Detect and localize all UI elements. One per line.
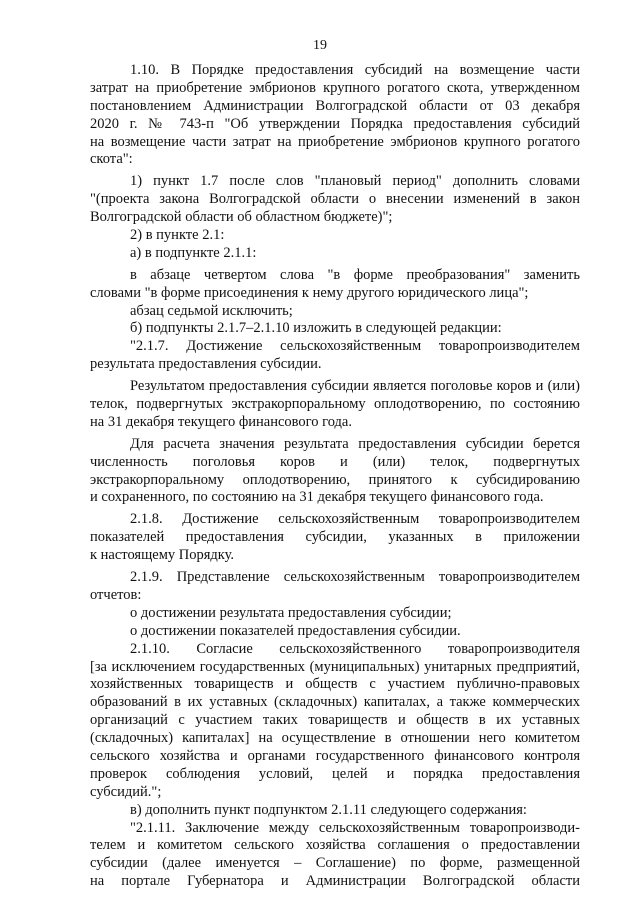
text-line: Результатом предоставления субсидии является поголовье коров и (или)	[130, 378, 580, 395]
text-line: о достижении показателей предоставления субсидии.	[130, 622, 461, 639]
text-line: а) в подпункте 2.1.1:	[130, 244, 257, 261]
text-line: "2.1.7. Достижение сельскохозяйственным товаропроизводителем	[130, 338, 580, 355]
text-line: б) подпункты 2.1.7–2.1.10 изложить в следующей редакции:	[130, 320, 502, 337]
text-line: словами "в форме присоединения к нему другого юридического лица";	[90, 284, 529, 301]
text-line: субсидий.";	[90, 783, 162, 800]
text-line: 2020 г. № 743-п "Об утверждении Порядка предоставления субсидий	[90, 115, 580, 132]
text-line: хозяйственных товариществ и обществ с участием публично-правовых	[90, 676, 580, 693]
text-line: Волгоградской области об областном бюджете)";	[90, 209, 393, 226]
text-line: телок, подвергнутых экстракорпоральному оплодотворению, по состоянию	[90, 396, 580, 413]
text-line: отчетов:	[90, 586, 142, 603]
text-line: постановлением Администрации Волгоградской области от 03 декабря	[90, 97, 580, 114]
text-line: и сохраненного, по состоянию на 31 декабря текущего финансового года.	[90, 489, 544, 506]
text-line: телем и комитетом сельского хозяйства соглашения о предоставлении	[90, 837, 580, 854]
text-line: организаций с участием таких товариществ и обществ в их уставных	[90, 712, 580, 729]
text-line: скота":	[90, 151, 133, 168]
text-line: на возмещение части затрат на приобретение эмбрионов крупного рогатого	[90, 133, 580, 150]
text-line: субсидии (далее именуется – Соглашение) по форме, размещенной	[90, 855, 580, 872]
text-line: в абзаце четвертом слова "в форме преобразования" заменить	[130, 266, 580, 283]
text-line: сельского хозяйства и органами государственного финансового контроля	[90, 747, 580, 764]
text-line: 2.1.9. Представление сельскохозяйственным товаропроизводителем	[130, 569, 580, 586]
text-line: проверок соблюдения условий, целей и порядка предоставления	[90, 765, 580, 782]
text-line: образований в их уставных (складочных) капиталах, а также коммерческих	[90, 694, 580, 711]
page-number: 19	[313, 38, 327, 53]
text-line: "(проекта закона Волгоградской области о внесении изменений в закон	[90, 191, 580, 208]
text-line: Для расчета значения результата предоставления субсидии берется	[130, 435, 580, 452]
text-line: к настоящему Порядку.	[90, 547, 235, 564]
text-line: (складочных) капиталах] на осуществление в отношении него комитетом	[90, 730, 580, 747]
text-line: 2.1.10. Согласие сельскохозяйственного товаропроизводителя	[130, 640, 580, 657]
text-line: экстракорпоральному оплодотворению, принятого к субсидированию	[90, 471, 580, 488]
document-body	[90, 62, 580, 891]
text-line: [за исключением государственных (муниципальных) унитарных предприятий,	[90, 658, 580, 675]
text-line: на 31 декабря текущего финансового года.	[90, 413, 352, 430]
text-line: затрат на приобретение эмбрионов крупного рогатого скота, утвержденном	[90, 79, 580, 96]
text-line: в) дополнить пункт подпунктом 2.1.11 следующего содержания:	[130, 801, 527, 818]
text-line: показателей предоставления субсидии, указанных в приложении	[90, 529, 580, 546]
text-line: 2) в пункте 2.1:	[130, 227, 225, 244]
text-line: "2.1.11. Заключение между сельскохозяйственным товаропроизводи-	[130, 819, 580, 836]
text-line: численность поголовья коров и (или) телок, подвергнутых	[90, 453, 580, 470]
text-line: абзац седьмой исключить;	[130, 302, 293, 319]
text-line: на портале Губернатора и Администрации Волгоградской области	[90, 873, 580, 890]
text-line: о достижении результата предоставления субсидии;	[130, 604, 452, 621]
text-line: 2.1.8. Достижение сельскохозяйственным товаропроизводителем	[130, 511, 580, 528]
text-line: 1.10. В Порядке предоставления субсидий на возмещение части	[130, 62, 580, 78]
text-line: 1) пункт 1.7 после слов "плановый период" дополнить словами	[130, 173, 580, 190]
text-line: результата предоставления субсидии.	[90, 356, 322, 373]
